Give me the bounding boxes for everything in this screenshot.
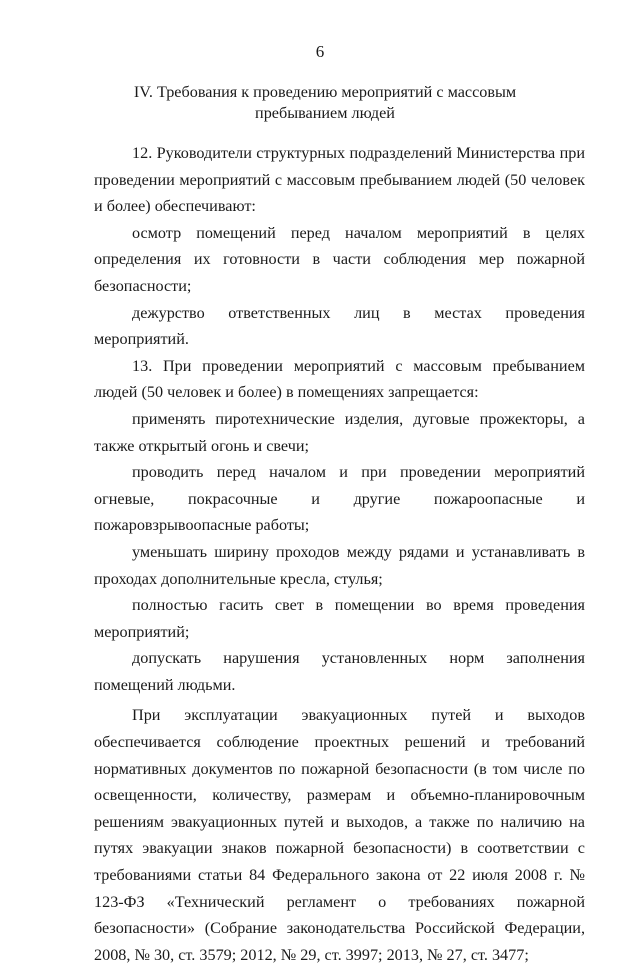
paragraph-13: 13. При проведении мероприятий с массовым пребыванием людей (50 человек и более) в помещениях запрещается: bbox=[94, 356, 585, 402]
paragraph-fire-works: проводить перед началом и при проведении мероприятий огневые, покрасочные и другие пожароопасные и пожаровзрывоопасные работы; bbox=[94, 463, 585, 535]
section-title bbox=[130, 82, 520, 124]
paragraph-lighting: полностью гасить свет в помещении во время проведения мероприятий; bbox=[94, 596, 585, 641]
page-number: 6 bbox=[315, 42, 325, 61]
paragraph-evacuation: При эксплуатации эвакуационных путей и выходов обеспечивается соблюдение проектных решений и требований нормативных документов по пожарной безопасности (в том числе по освещенности, количеству, размерам и объемно-планировочным решениям эвакуационных путей и выходов, а также по наличию на путях эвакуации знаков пожарной безопасности) в соответствии с требованиями статьи 84 Федерального закона от 22 июля 2008 г. № 123-ФЗ «Технический регламент о требованиях пожарной безопасности» (Собрание законодательства Российской Федерации, 2008, № 30, ст. 3579; 2012, № 29, ст. 3997; 2013, № 27, ст. 3477; bbox=[94, 706, 585, 964]
paragraph-occupancy: допускать нарушения установленных норм заполнения помещений людьми. bbox=[94, 649, 585, 694]
paragraph-inspection: осмотр помещений перед началом мероприятий в целях определения их готовности в части соблюдения мер пожарной безопасности; bbox=[94, 223, 585, 295]
section-title-line-2: пребыванием людей bbox=[255, 104, 395, 122]
paragraph-12: 12. Руководители структурных подразделений Министерства при проведении мероприятий с массовым пребыванием людей (50 человек и более) обеспечивают: bbox=[94, 144, 585, 216]
paragraph-aisles: уменьшать ширину проходов между рядами и устанавливать в проходах дополнительные кресла, стулья; bbox=[94, 542, 585, 588]
paragraph-duty: дежурство ответственных лиц в местах проведения мероприятий. bbox=[94, 303, 585, 349]
body-text bbox=[94, 140, 585, 968]
paragraph-pyrotechnics: применять пиротехнические изделия, дуговые прожекторы, а также открытый огонь и свечи; bbox=[94, 409, 585, 455]
section-title-line-1: IV. Требования к проведению мероприятий с массовым bbox=[133, 83, 517, 101]
